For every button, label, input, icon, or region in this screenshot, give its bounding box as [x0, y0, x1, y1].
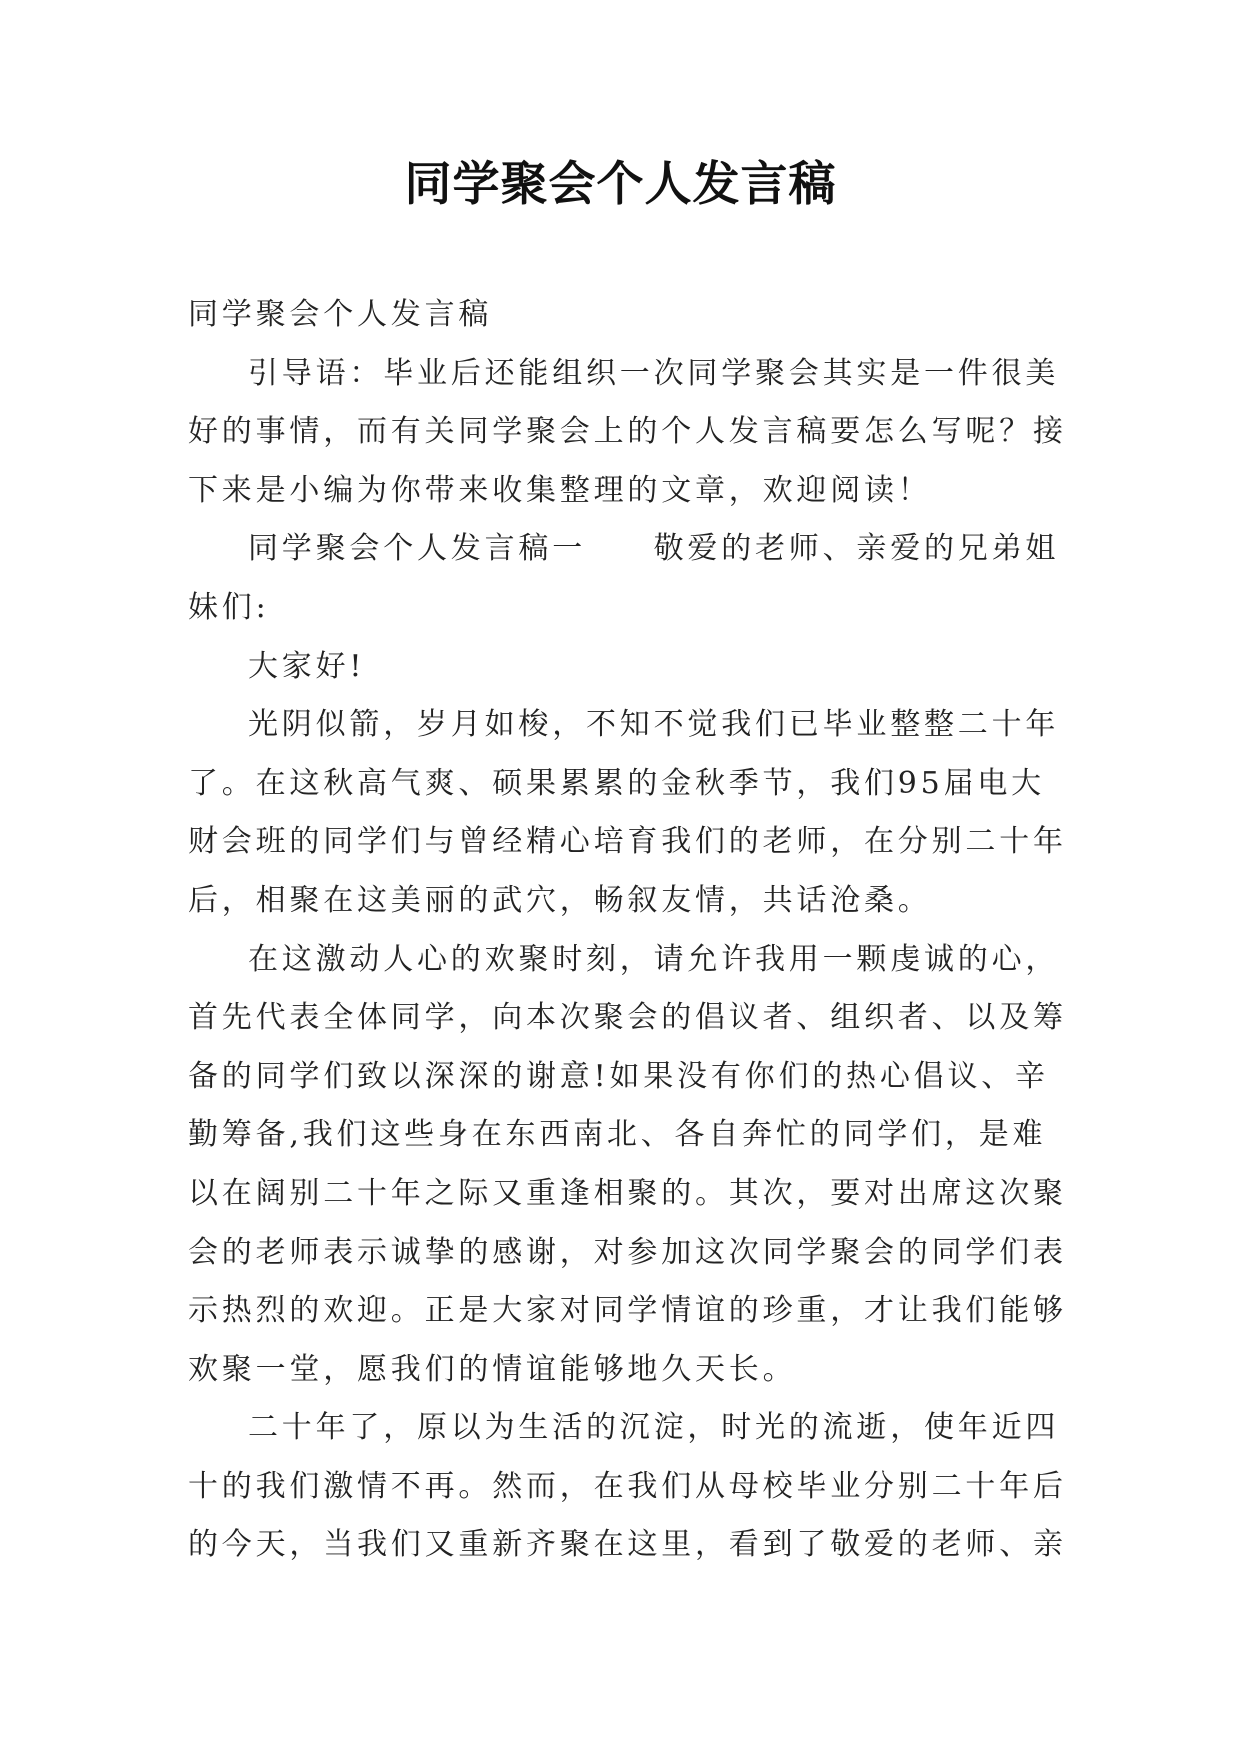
paragraph-body: 光阴似箭，岁月如梭，不知不觉我们已毕业整整二十年了。在这秋高气爽、硕果累累的金秋季节，我们95届电大财会班的同学们与曾经精心培育我们的老师，在分别二十年后，相聚在这美丽的武穴，畅叙友情，共话沧桑。 [188, 707, 1067, 918]
paragraph-greeting: 大家好! [248, 648, 366, 684]
paragraph-body: 二十年了，原以为生活的沉淀，时光的流逝，使年近四十的我们激情不再。然而，在我们从母校毕业分别二十年后的今天，当我们又重新齐聚在这里，看到了敬爱的老师、亲 [188, 1410, 1067, 1563]
document-body [188, 286, 1073, 1575]
paragraph-intro: 引导语：毕业后还能组织一次同学聚会其实是一件很美好的事情，而有关同学聚会上的个人发言稿要怎么写呢？接下来是小编为你带来收集整理的文章，欢迎阅读！ [188, 355, 1067, 508]
paragraph-body: 在这激动人心的欢聚时刻，请允许我用一颗虔诚的心，首先代表全体同学，向本次聚会的倡议者、组织者、以及筹备的同学们致以深深的谢意!如果没有你们的热心倡议、辛勤筹备,我们这些身在东西南北、各自奔忙的同学们，是难以在阔别二十年之际又重逢相聚的。其次，要对出席这次聚会的老师表示诚挚的感谢，对参加这次同学聚会的同学们表示热烈的欢迎。正是大家对同学情谊的珍重，才让我们能够欢聚一堂，愿我们的情谊能够地久天长。 [188, 941, 1067, 1387]
paragraph-subtitle: 同学聚会个人发言稿 [188, 297, 493, 332]
paragraph-salutation: 同学聚会个人发言稿一 敬爱的老师、亲爱的兄弟姐妹们: [188, 531, 1060, 625]
document-title: 同学聚会个人发言稿 [404, 157, 837, 212]
